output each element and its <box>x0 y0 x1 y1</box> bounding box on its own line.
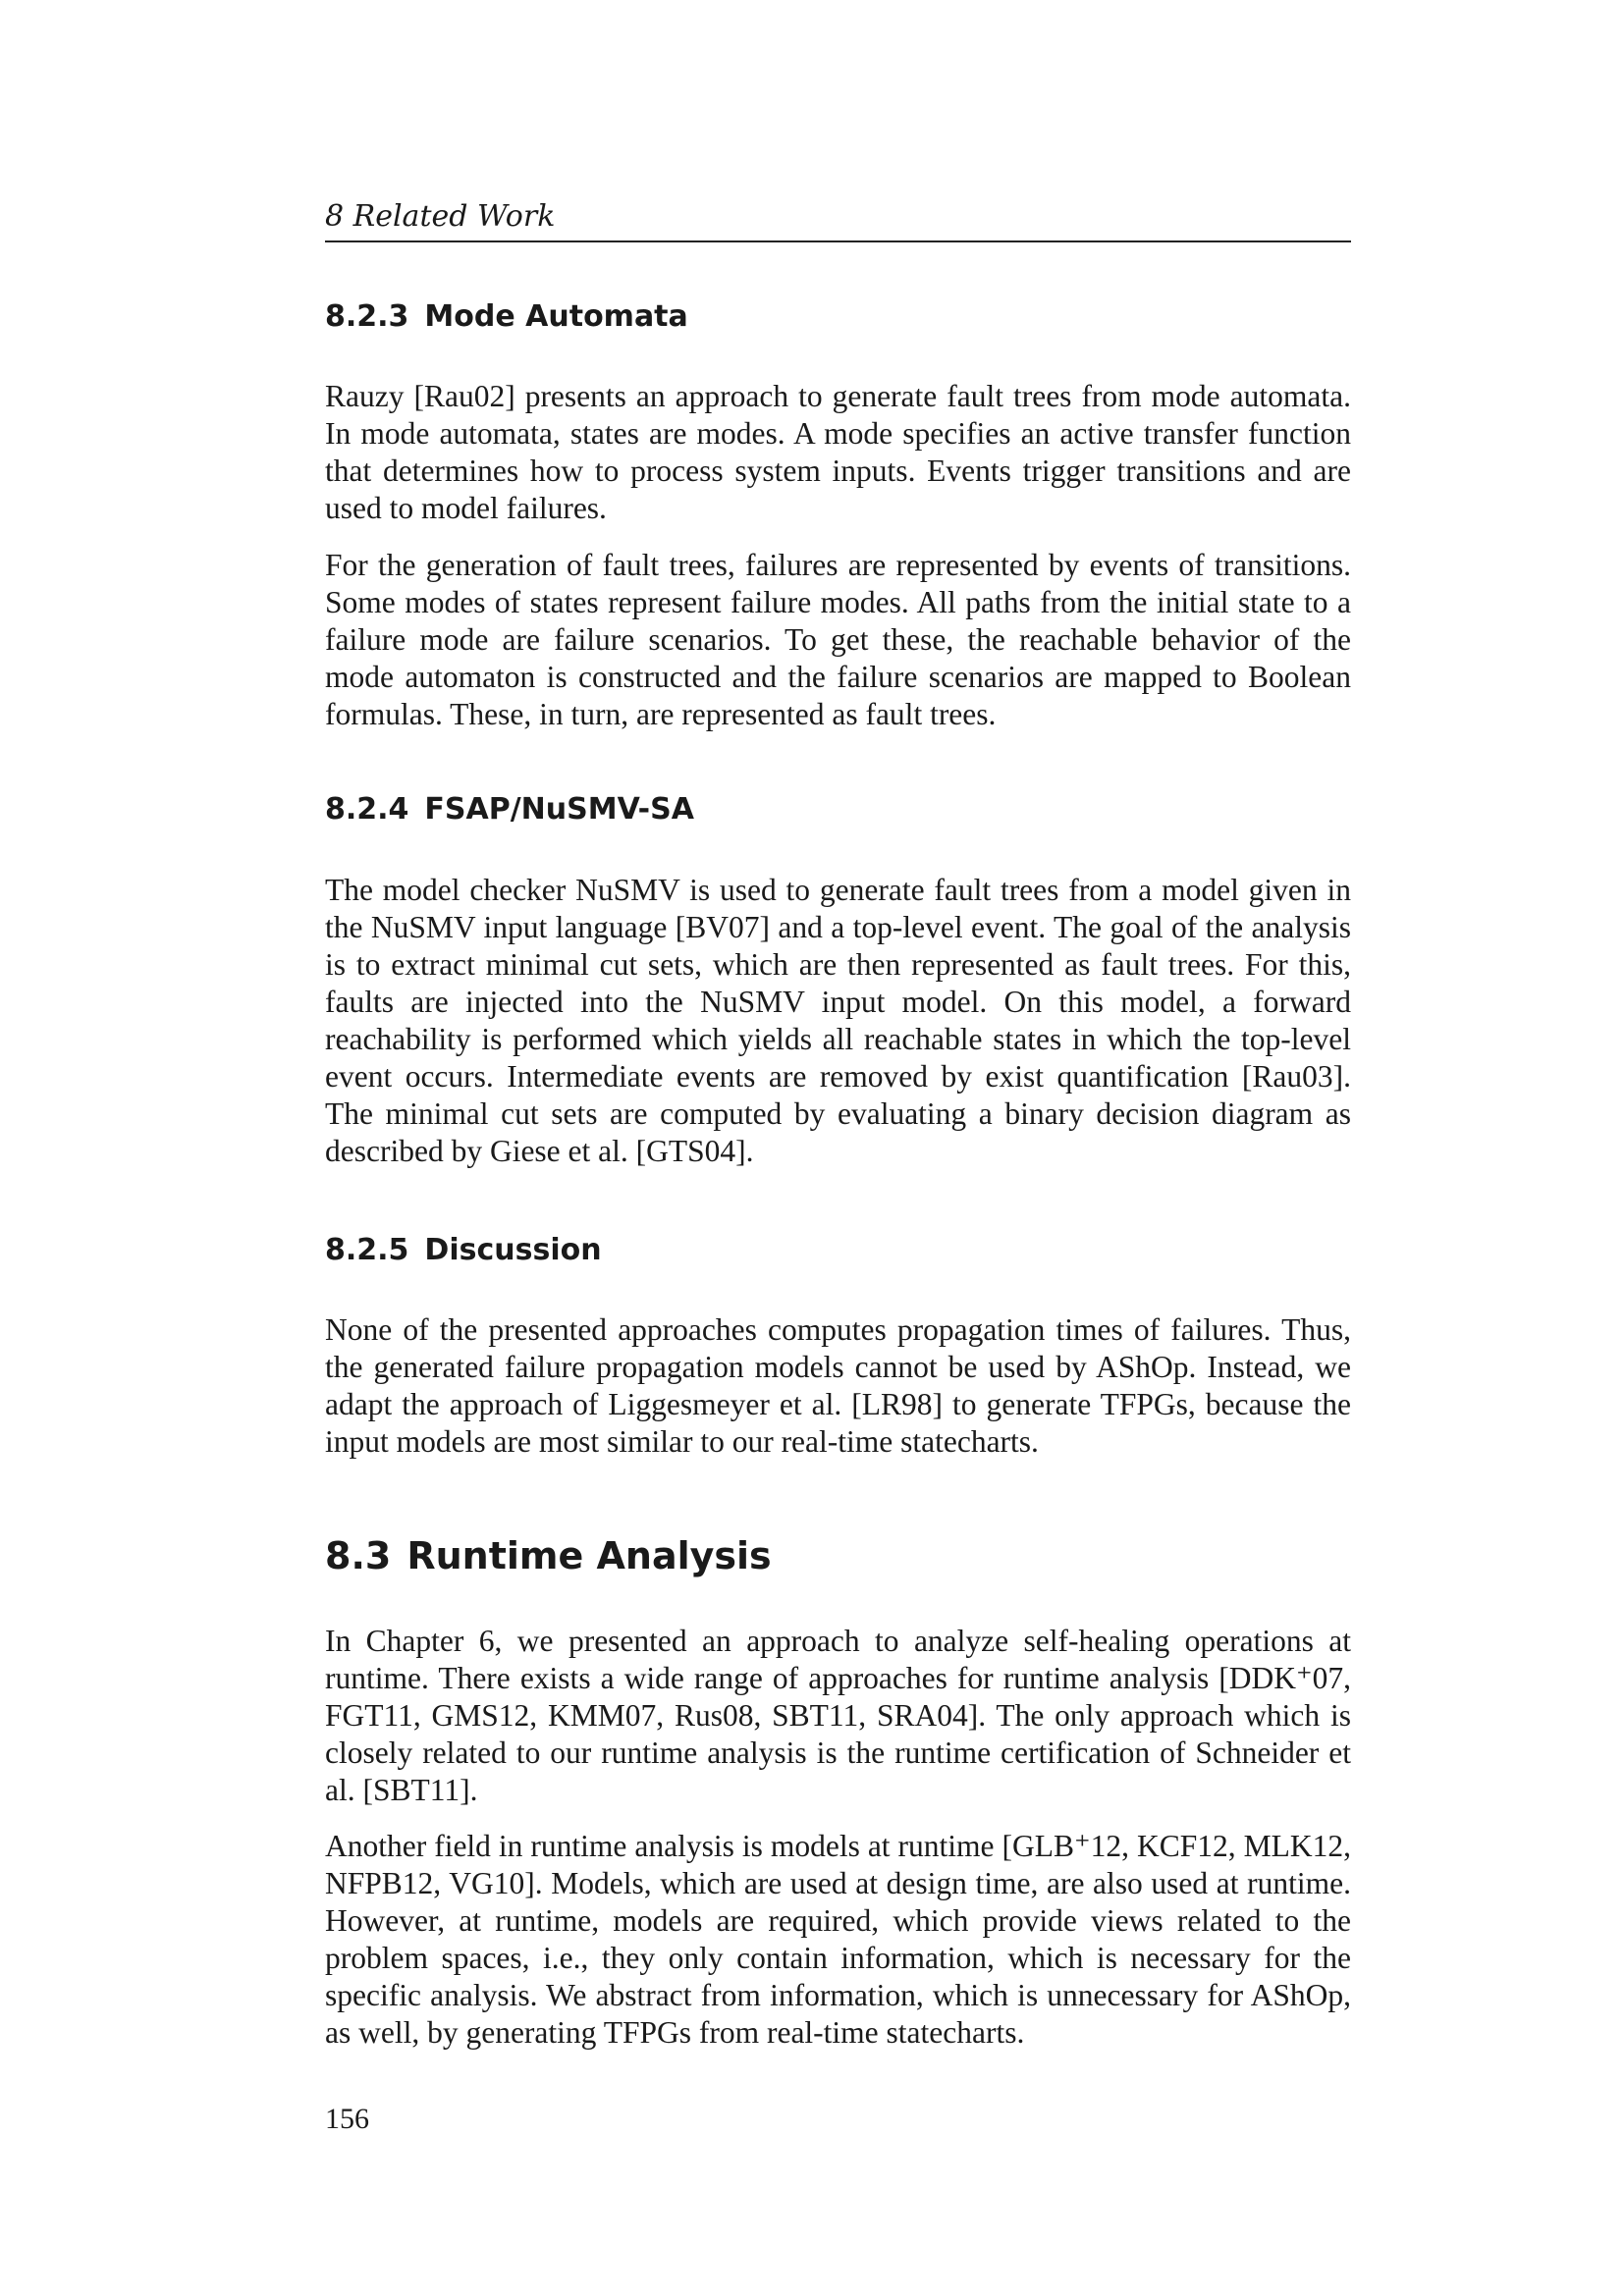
section-number: 8.2.3 <box>325 299 409 334</box>
document-page <box>325 0 1351 2296</box>
section-number: 8.2.4 <box>325 792 409 827</box>
paragraph-mode-automata-2: For the generation of fault trees, failures are represented by events of transitions. Some modes of states represent failure modes. All paths from the initial state to a failure mode are failure scenarios. To get these, the reachable behavior of the mode automaton is constructed and the failure scenarios are mapped to Boolean formulas. These, in turn, are represented as fault trees. <box>325 548 1351 731</box>
section-heading-8-2-5 <box>325 1231 602 1270</box>
section-title: Runtime Analysis <box>406 1534 772 1577</box>
paragraph-mode-automata-1: Rauzy [Rau02] presents an approach to generate fault trees from mode automata. In mode automata, states are modes. A mode specifies an active transfer function that determines how to process system inputs. Events trigger transitions and are used to model failures. <box>325 379 1351 525</box>
paragraph-runtime-analysis-1: In Chapter 6, we presented an approach to analyze self-healing operations at runtime. There exists a wide range of approaches for runtime analysis [DDK⁺07, FGT11, GMS12, KMM07, Rus08, SBT11, SRA04]. The only approach which is closely related to our runtime analysis is the runtime certification of Schneider et al. [SBT11]. <box>325 1624 1351 1807</box>
section-title: Discussion <box>424 1233 602 1267</box>
section-heading-8-2-3 <box>325 297 688 337</box>
section-number: 8.3 <box>325 1534 392 1577</box>
section-heading-8-3 <box>325 1531 772 1580</box>
section-title: Mode Automata <box>424 299 688 334</box>
section-heading-8-2-4 <box>325 790 694 829</box>
section-title: FSAP/NuSMV-SA <box>424 792 694 827</box>
section-number: 8.2.5 <box>325 1233 409 1267</box>
paragraph-runtime-analysis-2: Another field in runtime analysis is models at runtime [GLB⁺12, KCF12, MLK12, NFPB12, VG10]. Models, which are used at design time, are also used at runtime. However, at runtime, models are required, which provide views related to the problem spaces, i.e., they only contain information, which is necessary for the specific analysis. We abstract from information, which is unnecessary for AShOp, as well, by generating TFPGs from real-time statecharts. <box>325 1829 1351 2050</box>
running-head: 8 Related Work <box>325 199 556 234</box>
paragraph-fsap-nusmv: The model checker NuSMV is used to generate fault trees from a model given in the NuSMV input language [BV07] and a top-level event. The goal of the analysis is to extract minimal cut sets, which are then represented as fault trees. For this, faults are injected into the NuSMV input model. On this model, a forward reachability is performed which yields all reachable states in which the top-level event occurs. Intermediate events are removed by exist quantification [Rau03]. The minimal cut sets are computed by evaluating a binary decision diagram as described by Giese et al. [GTS04]. <box>325 873 1351 1168</box>
page-number: 156 <box>325 2103 369 2135</box>
header-rule <box>325 240 1351 242</box>
paragraph-discussion: None of the presented approaches computes propagation times of failures. Thus, the generated failure propagation models cannot be used by AShOp. Instead, we adapt the approach of Liggesmeyer et al. [LR98] to generate TFPGs, because the input models are most similar to our real-time statecharts. <box>325 1312 1351 1459</box>
